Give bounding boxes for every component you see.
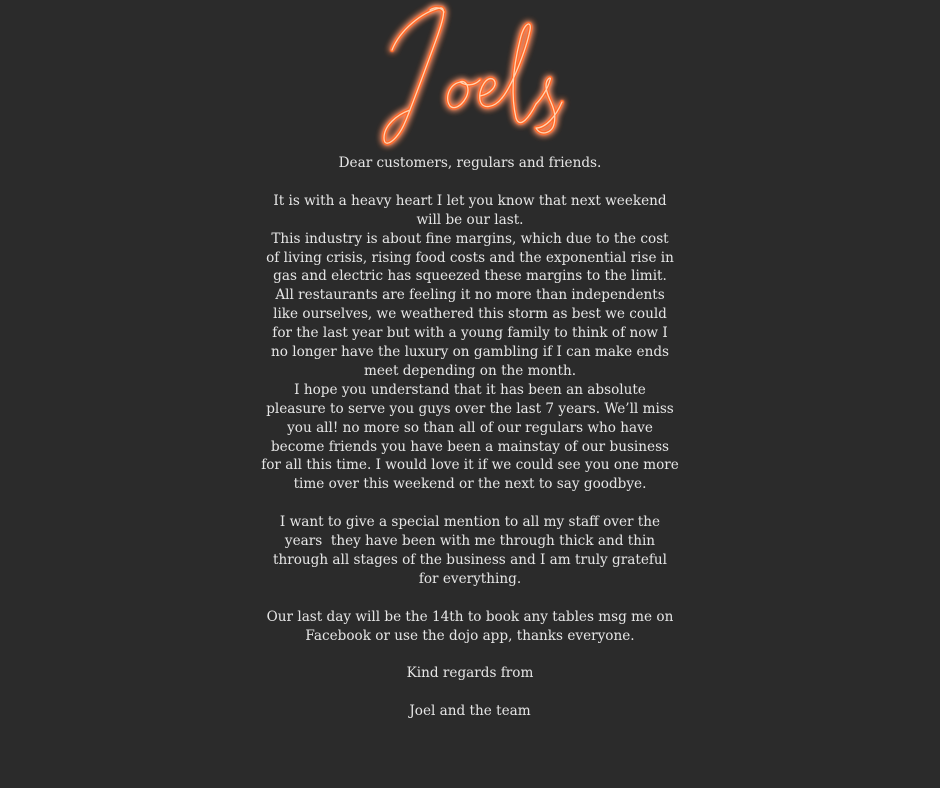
paragraph-closing-announcement: It is with a heavy heart I let you know that next weekend will be our last. This industry is about fine margins, which due to the cost of living crisis, rising food costs and the exponential rise in gas and electric has squeezed these margins to the limit. All restaurants are feeling it no more than independents like ourselves, we weathered this storm as best we could for the last year but with a young family to think of now I no longer have the luxury on gambling if I can make ends meet depending on the month. I hope you understand that it has been an absolute pleasure to serve you guys over the last 7 years. We’ll miss you all! no more so than all of our regulars who have become friends you have been a mainstay of our business for all this time. I would love it if we could see you one more time over this weekend or the next to say goodbye. — [261, 192, 679, 493]
letter-body — [0, 154, 940, 721]
neon-logo-graphic — [370, 0, 580, 160]
joels-neon-logo — [370, 0, 580, 160]
closing-text: Kind regards from — [406, 665, 534, 682]
greeting-text: Dear customers, regulars and friends. — [338, 155, 602, 171]
signature-text: Joel and the team — [409, 703, 531, 720]
paragraph-staff-mention: I want to give a special mention to all my staff over the years they have been with me through thick and thin through all stages of the business and I am truly grateful for everything. — [272, 514, 667, 587]
paragraph-last-day: Our last day will be the 14th to book any tables msg me on Facebook or use the dojo app, thanks everyone. — [266, 608, 674, 644]
